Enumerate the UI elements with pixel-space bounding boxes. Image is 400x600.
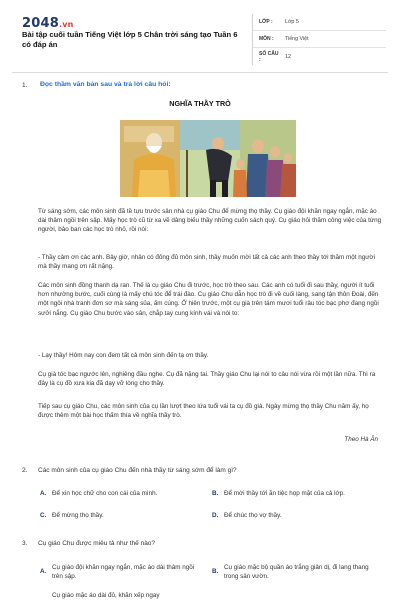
meta-key: SỐ CÂU :: [259, 50, 279, 63]
story-paragraph: - Lạy thầy! Hôm nay con đem tất cả môn sinh đến tạ ơn thầy.: [38, 352, 209, 359]
option-text: Để mời thầy tới ăn tiệc họp mặt của cả lớp.: [224, 490, 345, 497]
option-letter: A.: [40, 568, 47, 575]
option-letter: B.: [212, 490, 219, 497]
question-text: Cụ giáo Chu được miêu tả như thế nào?: [38, 540, 156, 547]
header-divider: [12, 72, 388, 73]
reading-prompt: Đọc thầm văn bản sau và trả lời câu hỏi:: [40, 81, 171, 88]
story-title: NGHĨA THẦY TRÒ: [169, 99, 231, 108]
option-letter: B.: [212, 568, 219, 575]
logo-suffix: .vn: [58, 20, 74, 29]
question-number: 3.: [22, 540, 28, 547]
option-letter: A.: [40, 490, 47, 497]
meta-value: Lớp 5: [285, 19, 299, 25]
question-number: 2.: [22, 467, 28, 474]
meta-table: [252, 14, 386, 65]
story-paragraph: Tiếp sau cụ giáo Chu, các môn sinh của cụ lần lượt theo lứa tuổi vái ta cụ đồ già. Ngày mừng thọ thầy Chu năm ấy, họ được thêm một bài học thấm thía về nghĩa thầy trò.: [38, 403, 369, 420]
option-text: Để xin học chữ cho con cái của mình.: [52, 490, 158, 497]
story-paragraph: - Thầy cảm ơn các anh. Bây giờ, nhân có đông đủ môn sinh, thầy muốn mời tất cả các anh theo thầy tới thăm một người mà thầy mang ơn rất nặng.: [38, 254, 375, 271]
story-illustration: [120, 120, 296, 197]
site-logo[interactable]: [22, 16, 74, 31]
meta-key: MÔN :: [259, 36, 274, 42]
header: [12, 8, 386, 70]
page-title: Bài tập cuối tuần Tiếng Việt lớp 5 Chân trời sáng tạo Tuần 6 có đáp án: [22, 30, 238, 49]
story-paragraph: Từ sáng sớm, các môn sinh đã tề tựu trước sân nhà cụ giáo Chu để mừng thọ thầy. Cụ giáo đội khăn ngay ngắn, mặc áo dài thâm ngồi trên sập. Mấy học trò cũ từ xa về dâng biếu thầy những cuốn sách quý. Cụ giáo hỏi thăm công việc của từng người, bảo ban các học trò nhỏ, rồi nói:: [38, 208, 382, 234]
option-text: Để mừng thọ thầy.: [52, 512, 104, 519]
meta-value: Tiếng Việt: [285, 36, 309, 42]
meta-key: LỚP :: [259, 19, 273, 25]
option-text: Cụ giáo đội khăn ngay ngắn, mặc áo dài thâm ngồi trên sập.: [52, 564, 195, 580]
meta-value: 12: [285, 53, 291, 60]
option-letter: D.: [212, 512, 219, 519]
option-letter: C.: [40, 512, 47, 519]
option-text: Để chúc thọ vợ thầy.: [224, 512, 282, 519]
option-text: Cụ giáo mặc bộ quần áo trắng giản dị, đi lang thang trong sân vườn.: [224, 564, 369, 580]
story-author: Theo Hà Ân: [344, 436, 378, 443]
meta-row-class: [253, 14, 386, 31]
story-paragraph: Cụ già tóc bạc ngước lên, nghiêng đầu nghe. Cụ đã nặng tai. Thầy giáo Chu lại nói to câu nói vừa rồi một lần nữa. Thì ra đây là cụ đồ xưa kia đã dạy vỡ lòng cho thầy.: [38, 371, 376, 388]
story-paragraph: Các môn sinh đồng thanh dạ ran. Thế là cụ giáo Chu đi trước, học trò theo sau. Các anh có tuổi đi sau thầy, người ít tuổi hơn nhường bước, cuối cùng là mấy chú tóc để trái đào. Cụ giáo Chu dẫn học trò đi về cuối làng, sang tận thôn Đoài, đến một ngôi nhà tranh đơn sơ mà sáng sủa, ấm cúng. Ở hiên trước, một cụ già trên tám mươi tuổi râu tóc bạc phơ đang ngồi sưởi nắng. Cụ giáo Chu bước vào sân, chắp tay cung kính vái và nói to:: [38, 282, 379, 317]
meta-row-subject: [253, 31, 386, 48]
meta-row-count: [253, 48, 386, 65]
question-text: Các môn sinh của cụ giáo Chu đến nhà thầy từ sáng sớm để làm gì?: [38, 467, 237, 474]
logo-number: 2048: [22, 16, 59, 31]
option-text: Cụ giáo mặc áo dài đỏ, khăn xếp ngay: [52, 592, 160, 599]
question-number: 1.: [22, 82, 28, 89]
